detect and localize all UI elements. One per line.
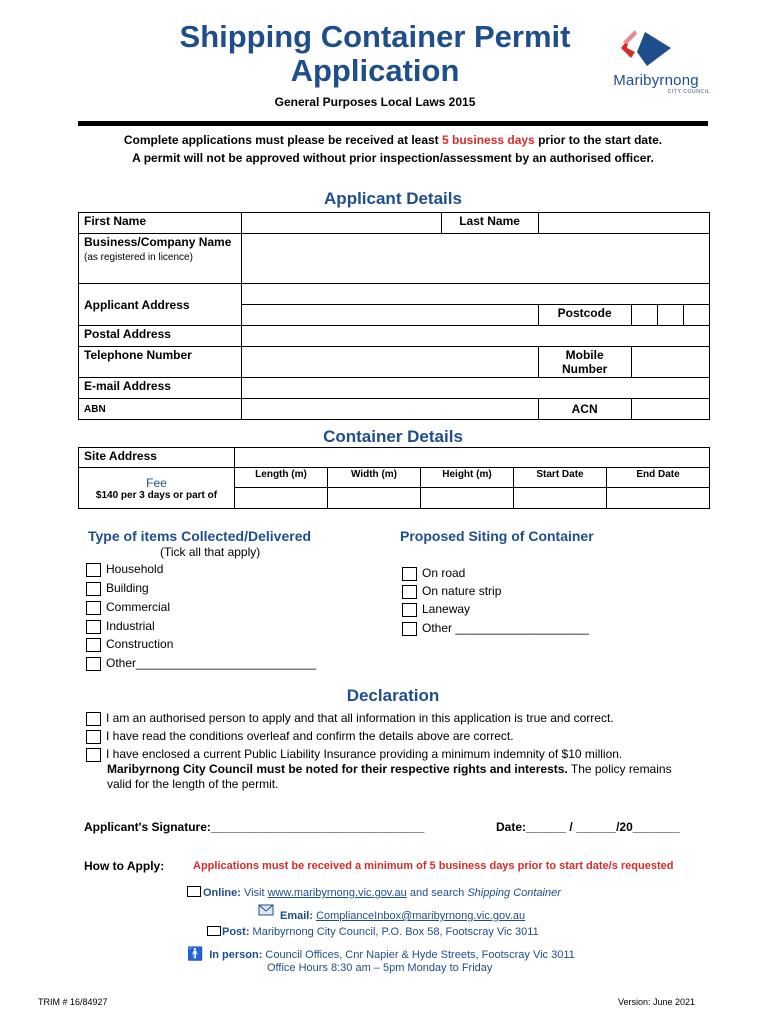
notice-text: Complete applications must please be received at least xyxy=(123,133,443,147)
fee-label: Fee xyxy=(146,475,167,490)
online-search-term: Shipping Container xyxy=(467,887,561,899)
declaration-item-3-continued xyxy=(107,762,677,792)
declaration-text: I am an authorised person to apply and that all information in this application is true and correct. xyxy=(106,711,614,725)
end-date-label: End Date xyxy=(607,468,710,488)
logo-text: Maribyrnong xyxy=(613,72,699,89)
acn-label: ACN xyxy=(538,399,631,420)
option-label: Laneway xyxy=(422,602,471,616)
email-label-text: Email: xyxy=(280,910,314,922)
fee-note: $140 per 3 days or part of xyxy=(95,489,218,501)
checkbox[interactable] xyxy=(86,620,101,634)
apply-online xyxy=(187,886,561,899)
length-field[interactable] xyxy=(235,488,328,509)
last-name-field[interactable] xyxy=(538,213,709,234)
post-label: Post: xyxy=(222,926,250,938)
logo-subtext: CITY COUNCIL xyxy=(667,89,710,95)
applicant-details-heading: Applicant Details xyxy=(324,189,462,208)
header-divider xyxy=(78,121,708,126)
online-text: Visit xyxy=(240,887,268,899)
item-option-building[interactable] xyxy=(86,581,149,596)
how-to-apply-label: How to Apply: xyxy=(84,859,165,873)
height-field[interactable] xyxy=(421,488,514,509)
item-option-industrial[interactable] xyxy=(86,619,155,634)
computer-icon xyxy=(187,886,201,897)
apply-post xyxy=(207,926,539,938)
option-label: Construction xyxy=(106,637,174,651)
mobile-field[interactable] xyxy=(631,347,709,378)
postcode-box-2[interactable] xyxy=(657,305,683,326)
postcode-label: Postcode xyxy=(538,305,631,326)
start-date-field[interactable] xyxy=(514,488,607,509)
declaration-text: I have read the conditions overleaf and confirm the details above are correct. xyxy=(106,729,514,743)
page-subtitle: General Purposes Local Laws 2015 xyxy=(274,95,476,109)
option-label: Commercial xyxy=(106,600,171,614)
postal-address-label: Postal Address xyxy=(79,326,242,347)
apply-email xyxy=(280,910,525,922)
declaration-text: I have enclosed a current Public Liability Insurance providing a minimum indemnity of $10 million. xyxy=(106,747,623,761)
business-name-note: (as registered in licence) xyxy=(84,252,193,263)
option-label: Household xyxy=(106,562,164,576)
width-field[interactable] xyxy=(328,488,421,509)
checkbox[interactable] xyxy=(86,730,101,744)
item-option-other[interactable] xyxy=(86,656,316,671)
declaration-item-2[interactable] xyxy=(86,729,514,744)
item-option-household[interactable] xyxy=(86,562,163,577)
checkbox[interactable] xyxy=(402,567,417,581)
applicant-address-field[interactable] xyxy=(241,284,709,305)
abn-label: ABN xyxy=(79,399,242,420)
length-label: Length (m) xyxy=(235,468,328,488)
height-label: Height (m) xyxy=(421,468,514,488)
declaration-bold-text: Maribyrnong City Council must be noted for their respective rights and interests. xyxy=(107,762,568,776)
website-link[interactable]: www.maribyrnong.vic.gov.au xyxy=(267,887,407,899)
site-address-field[interactable] xyxy=(235,448,710,468)
option-label: Other ____________________ xyxy=(422,621,589,635)
checkbox[interactable] xyxy=(86,712,101,726)
checkbox[interactable] xyxy=(402,622,417,636)
item-option-construction[interactable] xyxy=(86,637,173,652)
page-title: Shipping Container Permit Application xyxy=(179,19,571,88)
date-line[interactable]: Date:______ / ______/20_______ xyxy=(496,820,680,834)
option-label: Other___________________________ xyxy=(106,656,317,670)
items-note: (Tick all that apply) xyxy=(160,545,261,559)
checkbox[interactable] xyxy=(86,638,101,652)
siting-heading: Proposed Siting of Container xyxy=(400,528,594,544)
option-label: Building xyxy=(106,581,149,595)
business-name-label-cell xyxy=(79,234,242,284)
post-text: Maribyrnong City Council, P.O. Box 58, Footscray Vic 3011 xyxy=(249,926,539,938)
applicant-details-table xyxy=(78,212,710,420)
checkbox[interactable] xyxy=(86,563,101,577)
container-details-table xyxy=(78,447,710,509)
checkbox[interactable] xyxy=(402,585,417,599)
notice-line-1 xyxy=(78,133,708,147)
how-to-apply-warning: Applications must be received a minimum of 5 business days prior to start date/s requested xyxy=(193,860,674,872)
online-text-mid: and search xyxy=(406,887,468,899)
siting-option-other[interactable] xyxy=(402,621,589,636)
first-name-label: First Name xyxy=(79,213,242,234)
declaration-heading: Declaration xyxy=(346,686,440,705)
acn-field[interactable] xyxy=(631,399,709,420)
declaration-item-3[interactable] xyxy=(86,747,622,762)
siting-option-road[interactable] xyxy=(402,566,465,581)
online-label: Online: xyxy=(203,887,241,899)
abn-field[interactable] xyxy=(241,399,538,420)
email-label: E-mail Address xyxy=(79,378,242,399)
in-person-text: Council Offices, Cnr Napier & Hyde Streets, Footscray Vic 3011 xyxy=(262,949,575,961)
telephone-label: Telephone Number xyxy=(79,347,242,378)
fee-label-cell xyxy=(79,468,235,509)
declaration-item-1[interactable] xyxy=(86,711,614,726)
in-person-label: In person: xyxy=(209,949,263,961)
declaration-rest-text: The policy remains valid for the length of the permit. xyxy=(107,762,672,791)
applicant-address-field-2[interactable] xyxy=(241,305,538,326)
mobile-label: Mobile Number xyxy=(538,347,631,378)
last-name-label: Last Name xyxy=(441,213,538,234)
checkbox[interactable] xyxy=(86,601,101,615)
business-name-field[interactable] xyxy=(241,234,709,284)
person-icon: 🚹 xyxy=(187,946,204,961)
notice-highlight: 5 business days xyxy=(442,133,535,147)
start-date-label: Start Date xyxy=(514,468,607,488)
checkbox[interactable] xyxy=(86,657,101,671)
envelope-icon xyxy=(207,926,221,936)
notice-line-2: A permit will not be approved without prior inspection/assessment by an authorised officer. xyxy=(132,151,654,165)
site-address-label: Site Address xyxy=(79,448,235,468)
postcode-box-1[interactable] xyxy=(631,305,657,326)
telephone-field[interactable] xyxy=(241,347,538,378)
option-label: On road xyxy=(422,566,466,580)
items-heading: Type of items Collected/Delivered xyxy=(88,528,312,544)
checkbox[interactable] xyxy=(86,582,101,596)
siting-option-nature-strip[interactable] xyxy=(402,584,501,599)
item-option-commercial[interactable] xyxy=(86,600,170,615)
email-field[interactable] xyxy=(241,378,709,399)
width-label: Width (m) xyxy=(328,468,421,488)
checkbox[interactable] xyxy=(86,748,101,762)
option-label: Industrial xyxy=(106,619,155,633)
end-date-field[interactable] xyxy=(607,488,710,509)
first-name-field[interactable] xyxy=(241,213,441,234)
postcode-box-3[interactable] xyxy=(683,305,709,326)
trim-number: TRIM # 16/84927 xyxy=(38,997,108,1007)
checkbox[interactable] xyxy=(402,603,417,617)
postal-address-field[interactable] xyxy=(241,326,709,347)
version-text: Version: June 2021 xyxy=(617,997,695,1007)
container-details-heading: Container Details xyxy=(323,427,463,446)
business-name-label: Business/Company Name xyxy=(84,235,232,249)
applicant-address-label: Applicant Address xyxy=(79,284,242,326)
option-label: On nature strip xyxy=(422,584,502,598)
signature-line[interactable]: Applicant's Signature:________________________________ xyxy=(84,820,425,834)
notice-text-post: prior to the start date. xyxy=(534,133,663,147)
apply-in-person xyxy=(187,946,575,962)
email-icon xyxy=(258,902,276,916)
siting-option-laneway[interactable] xyxy=(402,602,470,617)
office-hours: Office Hours 8:30 am – 5pm Monday to Friday xyxy=(267,962,493,974)
email-link[interactable]: ComplianceInbox@maribyrnong.vic.gov.au xyxy=(316,910,526,922)
